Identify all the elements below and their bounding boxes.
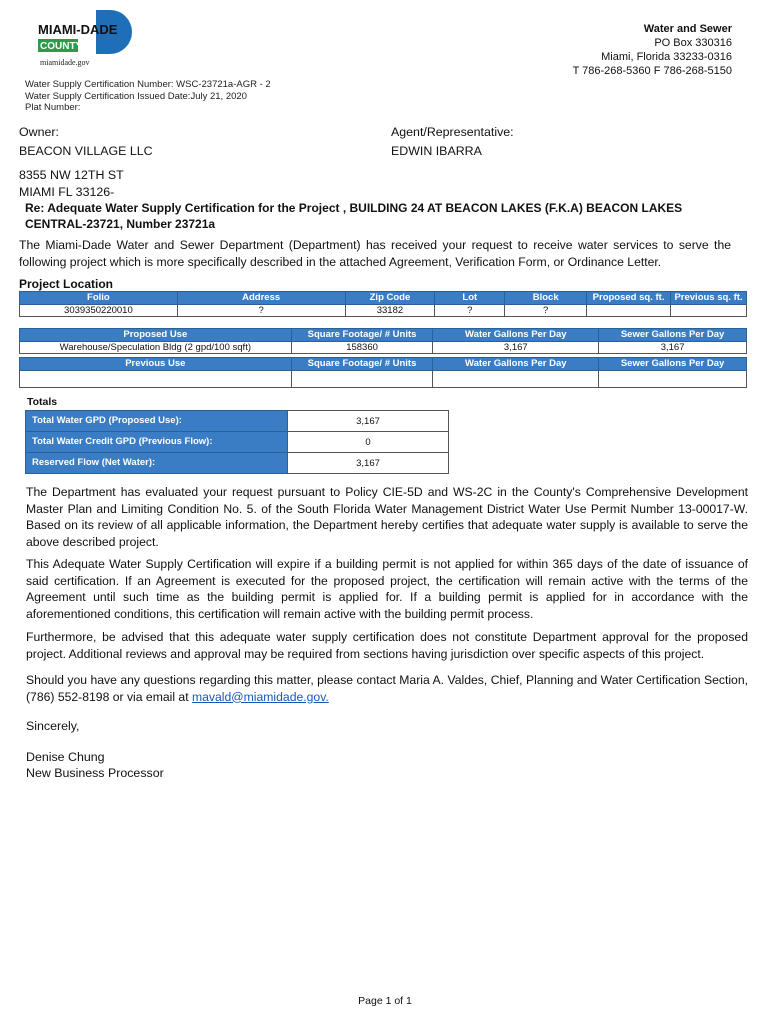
col-block: Block [505, 292, 587, 305]
cell-proposed-use: Warehouse/Speculation Bldg (2 gpd/100 sqft) [20, 342, 292, 354]
col-proposed-sqft: Proposed sq. ft. [587, 292, 671, 305]
logo-text-2: COUNTY [40, 41, 83, 52]
table-row [20, 305, 747, 317]
subject-line-2: CENTRAL-23721, Number 23721a [25, 217, 216, 231]
cert-issued: Water Supply Certification Issued Date:July 21, 2020 [25, 90, 247, 102]
intro-paragraph: The Miami-Dade Water and Sewer Department (Department) has received your request to receive water services to serve the following project which is more specifically described in the attached Agreement, Verification Form, or Ordinance Letter. [19, 238, 731, 269]
col-water-gpd: Water Gallons Per Day [433, 329, 599, 342]
closing-sincerely: Sincerely, [26, 719, 80, 733]
logo-url: miamidade.gov [40, 58, 90, 67]
paragraph-expiration: This Adequate Water Supply Certification will expire if a building permit is not applied for within 365 days of the date of issuance of said certification. If an Agreement is executed for the proposed project, the certification will remain active with the terms of the Agreement until such time as the building permit is applied for. If a building permit is applied for in accordance with the aforementioned conditions, this certification will remain active with the building permit process. [26, 557, 748, 621]
col-sewer-gpd: Sewer Gallons Per Day [599, 329, 747, 342]
certification-info [25, 79, 271, 114]
plat-number: Plat Number: [25, 102, 81, 113]
project-location-table [19, 291, 747, 317]
col-folio: Folio [20, 292, 178, 305]
cell-folio: 3039350220010 [20, 305, 178, 317]
table-row [20, 342, 747, 354]
col-lot: Lot [435, 292, 505, 305]
cell-previous-use [20, 371, 292, 388]
table-row [26, 432, 449, 453]
cell-previous-sqft [671, 305, 747, 317]
cell-proposed-sqft [587, 305, 671, 317]
table-row [26, 453, 449, 474]
page-number: Page 1 of 1 [358, 995, 412, 1007]
agent-block [391, 124, 514, 159]
cell-sewer-gpd: 3,167 [599, 342, 747, 354]
signer-title: New Business Processor [26, 766, 164, 780]
col-square-footage: Square Footage/ # Units [291, 329, 433, 342]
contact-email-link[interactable]: mavald@miamidade.gov. [191, 689, 329, 704]
owner-label: Owner: [19, 125, 59, 139]
owner-street: 8355 NW 12TH ST [19, 168, 124, 182]
cert-number: Water Supply Certification Number: WSC-23721a-AGR - 2 [25, 79, 271, 90]
reserved-flow-label: Reserved Flow (Net Water): [26, 453, 288, 474]
paragraph-advisory: Furthermore, be advised that this adequate water supply certification does not constitute Department approval for the proposed project. Additional reviews and approval may be required from sections having jurisdiction over specific aspects of this project. [26, 630, 748, 661]
total-proposed-label: Total Water GPD (Proposed Use): [26, 411, 288, 432]
department-address [573, 22, 732, 78]
previous-use-table [19, 357, 747, 388]
owner-block [19, 124, 153, 200]
signer-name: Denise Chung [26, 750, 105, 764]
agent-label: Agent/Representative: [391, 125, 514, 139]
address-line-1: PO Box 330316 [654, 37, 732, 49]
total-credit-label: Total Water Credit GPD (Previous Flow): [26, 432, 288, 453]
cell-square-footage: 158360 [291, 342, 433, 354]
owner-city: MIAMI FL 33126- [19, 184, 115, 199]
total-proposed-value: 3,167 [288, 411, 449, 432]
total-credit-value: 0 [288, 432, 449, 453]
agent-name: EDWIN IBARRA [391, 143, 482, 158]
cell-zip: 33182 [345, 305, 435, 317]
address-line-2: Miami, Florida 33233-0316 [601, 51, 732, 63]
paragraph-evaluation: The Department has evaluated your request pursuant to Policy CIE-5D and WS-2C in the County's Comprehensive Development Master Plan and Limiting Condition No. 5. of the South Florida Water Management District Water Use Permit Number 13-00017-W. Based on its review of all applicable information, the Department hereby certifies that adequate water supply is available to serve the above described project. [26, 485, 748, 549]
col-square-footage: Square Footage/ # Units [291, 358, 433, 371]
project-location-title: Project Location [19, 277, 114, 291]
col-sewer-gpd: Sewer Gallons Per Day [599, 358, 747, 371]
cell-water-gpd: 3,167 [433, 342, 599, 354]
subject-line [25, 200, 735, 232]
table-row [26, 411, 449, 432]
subject-line-1: Re: Adequate Water Supply Certification for the Project , BUILDING 24 AT BEACON LAKES (F.K.A) BEACON LAKES [25, 201, 683, 215]
col-previous-use: Previous Use [20, 358, 292, 371]
cell-address: ? [177, 305, 345, 317]
table-row [20, 371, 747, 388]
cell-lot: ? [435, 305, 505, 317]
col-water-gpd: Water Gallons Per Day [433, 358, 599, 371]
paragraph-contact [26, 672, 748, 705]
reserved-flow-value: 3,167 [288, 453, 449, 474]
cell-block: ? [505, 305, 587, 317]
col-previous-sqft: Previous sq. ft. [671, 292, 747, 305]
cell-water-gpd [433, 371, 599, 388]
logo-text-1: MIAMI-DADE [38, 22, 118, 37]
department-name: Water and Sewer [643, 23, 732, 35]
phone-fax: T 786-268-5360 F 786-268-5150 [572, 65, 732, 77]
cell-square-footage [291, 371, 433, 388]
col-address: Address [177, 292, 345, 305]
cell-sewer-gpd [599, 371, 747, 388]
col-zip: Zip Code [345, 292, 435, 305]
totals-title: Totals [27, 396, 58, 408]
owner-name: BEACON VILLAGE LLC [19, 143, 153, 158]
contact-text: Should you have any questions regarding this matter, please contact Maria A. Valdes, Chief, Planning and Water Certification Section, (786) 552-8198 or via email at [26, 673, 748, 704]
logo-graphic [36, 8, 132, 64]
col-proposed-use: Proposed Use [20, 329, 292, 342]
proposed-use-table [19, 328, 747, 354]
totals-table [25, 410, 449, 474]
